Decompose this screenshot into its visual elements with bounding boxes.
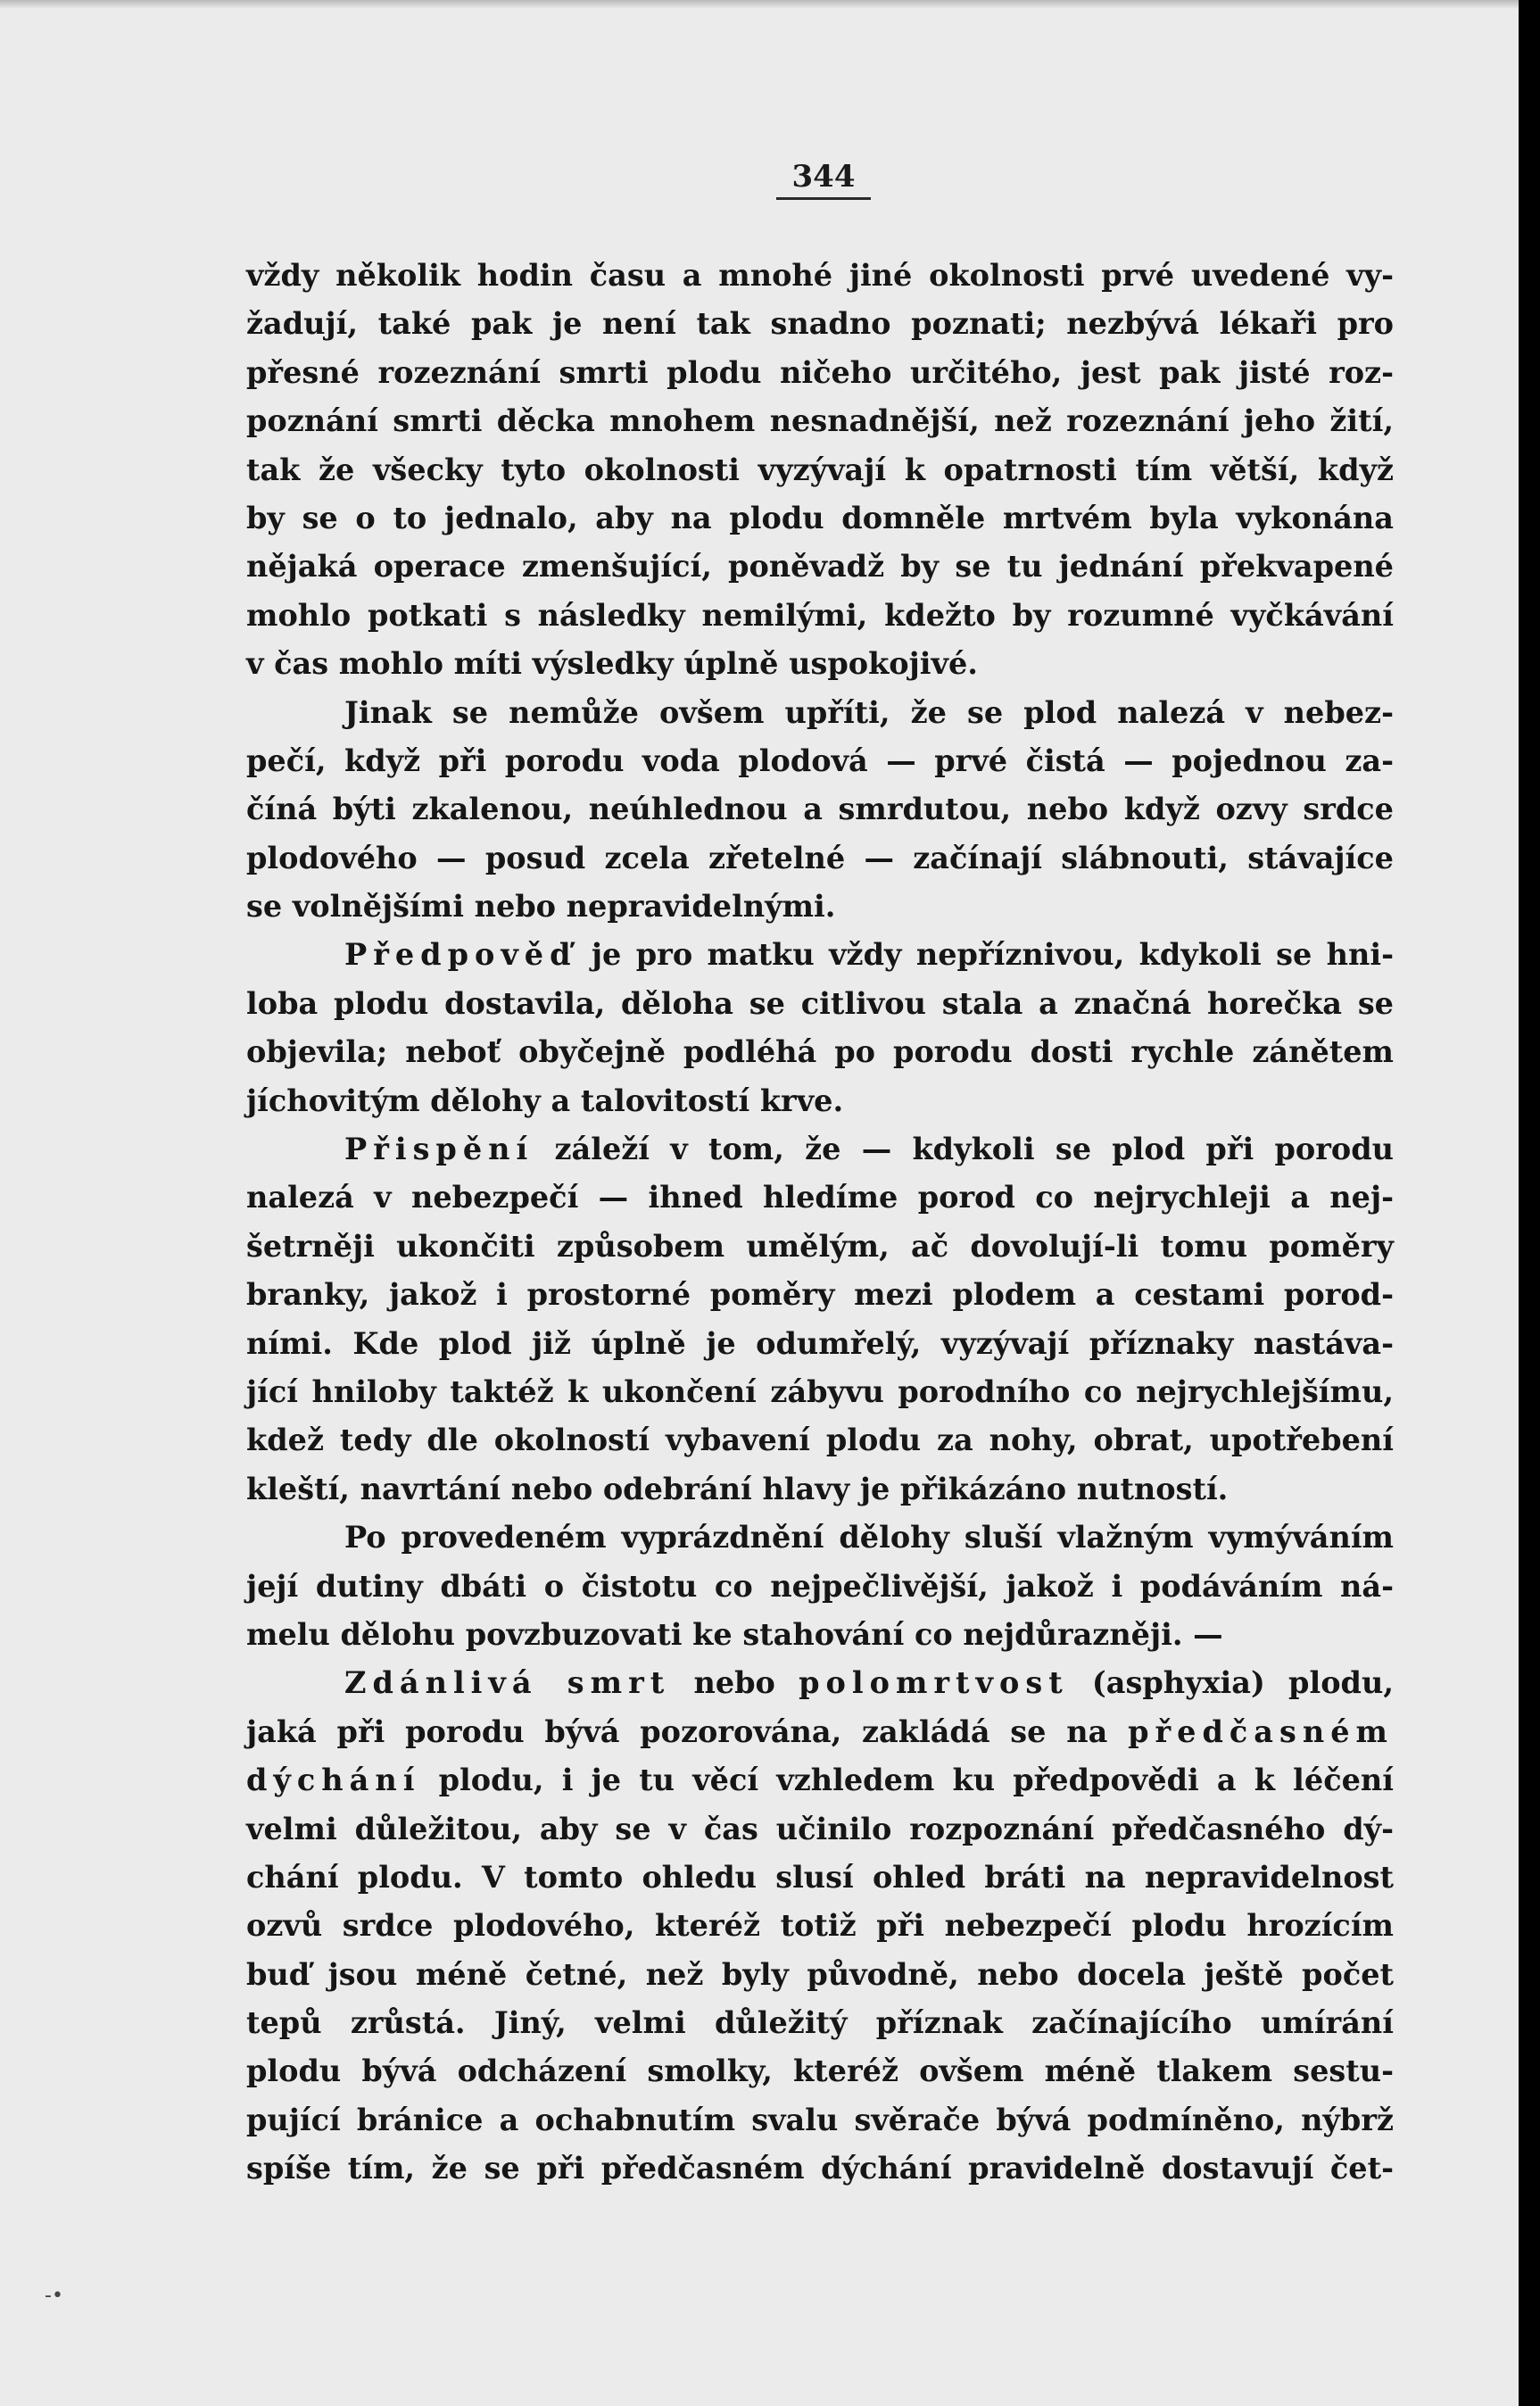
- text-line: vždy několik hodin času a mnohé jiné okolnosti prvé uvedené vy-: [246, 258, 1394, 293]
- text-run: záleží v tom, že — kdykoli se plod při porodu: [534, 1132, 1394, 1167]
- text-line: chání plodu. V tomto ohledu slusí ohled bráti na nepravidelnost: [246, 1859, 1394, 1895]
- text-line: melu dělohu povzbuzovati ke stahování co nejdůrazněji. —: [246, 1616, 1223, 1652]
- text-line: přesné rozeznání smrti plodu ničeho určitého, jest pak jisté roz-: [246, 354, 1394, 390]
- text-line: v čas mohlo míti výsledky úplně uspokojivé.: [246, 646, 978, 682]
- text-line: branky, jakož i prostorné poměry mezi plodem a cestami porod-: [246, 1277, 1394, 1313]
- emphasis-term: Přispění: [344, 1132, 534, 1167]
- text-line: její dutiny dbáti o čistotu co nejpečlivější, jakož i podáváním ná-: [246, 1568, 1394, 1604]
- text-line: pující bránice a ochabnutím svalu svěrače bývá podmíněno, nýbrž: [246, 2102, 1394, 2137]
- text-run: je pro matku vždy nepříznivou, kdykoli se hni-: [576, 937, 1394, 973]
- text-line: [246, 1125, 1394, 1174]
- text-line: šetrněji ukončiti způsobem umělým, ač dovolují-li tomu poměry: [246, 1228, 1394, 1264]
- text-line: ními. Kde plod již úplně je odumřelý, vyzývají příznaky nastáva-: [246, 1325, 1394, 1361]
- text-line: [246, 1659, 1394, 1707]
- text-line: jíchovitým dělohy a talovitostí krve.: [246, 1083, 844, 1118]
- text-line: kdež tedy dle okolností vybavení plodu za nohy, obrat, upotřebení: [246, 1423, 1394, 1458]
- paragraph: [246, 1514, 1394, 1659]
- emphasis-term: dýchání: [246, 1763, 421, 1798]
- text-run: nebo: [670, 1665, 799, 1701]
- paragraph: [246, 252, 1394, 689]
- text-line: [246, 931, 1394, 979]
- text-line: ozvů srdce plodového, kteréž totiž při nebezpečí plodu hrozícím: [246, 1908, 1394, 1944]
- text-line: buď jsou méně četné, než byly původně, nebo docela ještě počet: [246, 1956, 1394, 1992]
- text-line: tak že všecky tyto okolnosti vyzývají k opatrnosti tím větší, když: [246, 452, 1394, 487]
- emphasis-term: předčasném: [1128, 1713, 1394, 1749]
- text-line: žadují, také pak je není tak snadno poznati; nezbývá lékaři pro: [246, 306, 1394, 342]
- text-line: kleští, navrtání nebo odebrání hlavy je přikázáno nutností.: [246, 1471, 1229, 1506]
- paragraph: [246, 689, 1394, 932]
- text-run: (asphyxia) plodu,: [1068, 1665, 1394, 1701]
- text-line: se volnějšími nebo nepravidelnými.: [246, 889, 836, 925]
- page-number-rule: [776, 197, 871, 200]
- text-line: spíše tím, že se při předčasném dýchání pravidelně dostavují čet-: [246, 2151, 1394, 2186]
- text-line: nalezá v nebezpečí — ihned hledíme porod co nejrychleji a nej-: [246, 1180, 1394, 1215]
- text-line: objevila; neboť obyčejně podléhá po porodu dosti rychle zánětem: [246, 1034, 1394, 1070]
- page-number: 344: [791, 159, 856, 195]
- paragraph: [246, 1659, 1394, 2193]
- emphasis-term: Zdánlivá smrt: [344, 1665, 671, 1701]
- emphasis-term: Předpověď: [344, 937, 577, 973]
- text-line: Po provedeném vyprázdnění dělohy sluší vlažným vymýváním: [344, 1520, 1394, 1556]
- margin-mark: -•: [45, 2285, 63, 2307]
- text-line: nějaká operace zmenšující, poněvadž by se tu jednání překvapené: [246, 549, 1394, 585]
- text-run: plodu, i je tu věcí vzhledem ku předpovědi a k léčení: [420, 1763, 1394, 1798]
- text-line: tepů zrůstá. Jiný, velmi důležitý příznak začínajícího umírání: [246, 2005, 1394, 2041]
- page-top-shadow: [0, 0, 1519, 9]
- paragraph: [246, 1125, 1394, 1514]
- text-line: číná býti zkalenou, neúhlednou a smrdutou, nebo když ozvy srdce: [246, 792, 1394, 827]
- text-line: by se o to jednalo, aby na plodu domněle mrtvém byla vykonána: [246, 500, 1394, 535]
- text-line: pečí, když při porodu voda plodová — prvé čistá — pojednou za-: [246, 743, 1394, 778]
- body-text: [246, 252, 1394, 2194]
- emphasis-term: polomrtvost: [799, 1665, 1069, 1701]
- text-line: velmi důležitou, aby se v čas učinilo rozpoznání předčasného dý-: [246, 1811, 1394, 1846]
- text-line: [246, 1756, 1394, 1804]
- text-line: loba plodu dostavila, děloha se citlivou stala a značná horečka se: [246, 985, 1394, 1021]
- text-line: plodu bývá odcházení smolky, kteréž ovšem méně tlakem sestu-: [246, 2053, 1394, 2089]
- text-line: [246, 1708, 1394, 1756]
- text-line: Jinak se nemůže ovšem upříti, že se plod nalezá v nebez-: [344, 694, 1394, 730]
- text-line: plodového — posud zcela zřetelné — začínají slábnouti, stávajíce: [246, 840, 1394, 875]
- text-line: poznání smrti děcka mnohem nesnadnější, než rozeznání jeho žití,: [246, 403, 1394, 439]
- text-run: jaká při porodu bývá pozorována, zakládá se na: [246, 1713, 1129, 1749]
- paragraph: [246, 931, 1394, 1125]
- text-line: jící hniloby taktéž k ukončení zábyvu porodního co nejrychlejšímu,: [246, 1373, 1394, 1409]
- text-line: mohlo potkati s následky nemilými, kdežto by rozumné vyčkávání: [246, 597, 1394, 633]
